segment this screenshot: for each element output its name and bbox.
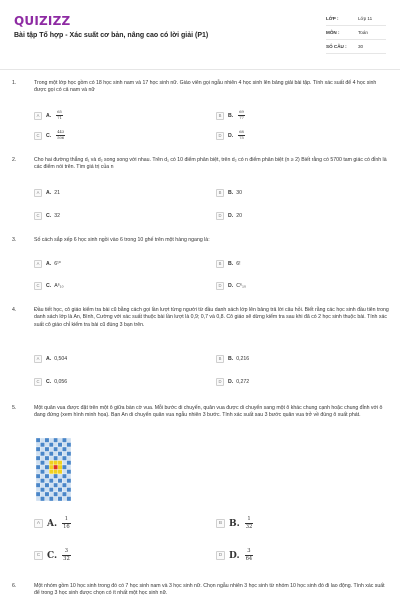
board-square xyxy=(58,474,62,479)
option-value: 0,504 xyxy=(54,355,68,362)
option-3c[interactable] xyxy=(34,279,64,292)
board-square xyxy=(45,483,49,488)
option-1a[interactable] xyxy=(34,109,63,122)
board-square xyxy=(36,461,40,466)
worksheet-title: Bài tập Tổ hợp - Xác suất cơ bản, nâng cao có lời giải (P1) xyxy=(14,32,209,39)
option-label: A. xyxy=(47,518,58,529)
board-square xyxy=(67,443,71,448)
option-4a[interactable] xyxy=(34,352,67,365)
board-square xyxy=(40,488,44,493)
meta-class-label: LỚP : xyxy=(326,16,339,21)
board-square xyxy=(58,488,62,493)
board-square xyxy=(62,452,66,457)
option-5b[interactable] xyxy=(216,517,253,530)
board-square xyxy=(45,497,49,502)
board-square xyxy=(49,497,53,502)
meta-subject-value: Toán xyxy=(358,30,368,35)
option-label: A. xyxy=(46,189,52,196)
board-square xyxy=(54,456,58,461)
question-number: 2. xyxy=(12,157,17,163)
board-square xyxy=(49,456,53,461)
option-label: B. xyxy=(228,189,234,196)
board-square xyxy=(45,443,49,448)
option-1c[interactable] xyxy=(34,129,65,142)
option-label: C. xyxy=(47,550,58,561)
board-square xyxy=(36,474,40,479)
board-square xyxy=(54,443,58,448)
board-square xyxy=(49,461,53,466)
option-letter-box: A xyxy=(34,260,42,268)
option-label: B. xyxy=(228,355,234,362)
option-letter-box: B xyxy=(216,189,224,197)
option-2a[interactable] xyxy=(34,186,60,199)
board-square xyxy=(40,497,44,502)
board-square xyxy=(49,479,53,484)
meta-class-value: Lớp 11 xyxy=(358,16,373,21)
board-square xyxy=(36,465,40,470)
board-square xyxy=(67,456,71,461)
question-text: Số cách sắp xếp 6 học sinh ngồi vào 6 trong 10 ghế trên một hàng ngang là: xyxy=(34,237,210,243)
board-square xyxy=(40,438,44,443)
worksheet-header xyxy=(0,0,400,66)
option-letter-box: C xyxy=(34,282,42,290)
option-letter-box: C xyxy=(34,551,43,560)
board-square xyxy=(36,443,40,448)
option-letter-box: A xyxy=(34,189,42,197)
board-square xyxy=(40,470,44,475)
king-square xyxy=(54,465,58,470)
option-letter-box: D xyxy=(216,551,225,560)
option-1b[interactable] xyxy=(216,109,245,122)
board-square xyxy=(49,488,53,493)
option-letter-box: A xyxy=(34,112,42,120)
option-value: 21 xyxy=(54,189,60,196)
option-label: D. xyxy=(228,212,234,219)
board-square xyxy=(62,492,66,497)
board-square xyxy=(40,456,44,461)
question-number: 1. xyxy=(12,80,17,86)
board-square xyxy=(40,465,44,470)
fraction: $\frac{65}{71}$ xyxy=(57,110,62,120)
option-3b[interactable] xyxy=(216,257,241,270)
board-square xyxy=(49,492,53,497)
board-square xyxy=(36,447,40,452)
board-square xyxy=(36,452,40,457)
board-square xyxy=(54,488,58,493)
option-letter-box: B xyxy=(216,112,224,120)
board-square xyxy=(49,447,53,452)
board-square xyxy=(54,470,58,475)
option-value: 32 xyxy=(54,212,60,219)
board-square xyxy=(40,447,44,452)
board-square xyxy=(45,447,49,452)
board-square xyxy=(67,474,71,479)
board-square xyxy=(45,492,49,497)
option-letter-box: C xyxy=(34,212,42,220)
option-label: A. xyxy=(46,260,52,267)
board-square xyxy=(36,488,40,493)
board-square xyxy=(36,470,40,475)
board-square xyxy=(58,465,62,470)
board-square xyxy=(54,461,58,466)
board-square xyxy=(40,479,44,484)
board-square xyxy=(67,497,71,502)
question-text: Một nhóm gồm 10 học sinh trong đó có 7 học sinh nam và 3 học sinh nữ. Chọn ngẫu nhiên 3 học sinh từ nhóm 10 học sinh đó đi lao động. Tính xác suất để trong 3 học sinh được chọn có ít nhất một học sinh nữ. xyxy=(34,583,385,597)
option-5d[interactable] xyxy=(216,549,253,562)
board-square xyxy=(45,452,49,457)
board-square xyxy=(54,497,58,502)
board-square xyxy=(62,483,66,488)
board-square xyxy=(40,483,44,488)
question-text: Một quân vua được đặt trên một ô giữa bàn cờ vua. Mỗi bước di chuyển, quân vua được di chuyển sang một ô khác chung cạnh hoặc chung đỉnh với ô đang đứng (xem hình minh họa). Bạn An di chuyển quân vua ngẫu nhiên 3 bước. Tính xác suất sau 3 bước quân vua trở về đúng ô xuất phát. xyxy=(34,405,383,419)
board-square xyxy=(67,483,71,488)
option-letter-box: B xyxy=(216,355,224,363)
board-square xyxy=(62,465,66,470)
board-square xyxy=(54,474,58,479)
board-square xyxy=(62,474,66,479)
board-square xyxy=(36,497,40,502)
option-value: 0,272 xyxy=(236,378,250,385)
board-square xyxy=(45,474,49,479)
board-square xyxy=(62,470,66,475)
option-value: 6¹⁰ xyxy=(54,260,61,267)
fraction: $\frac{68}{75}$ xyxy=(239,130,244,140)
option-letter-box: B xyxy=(216,519,225,528)
meta-class xyxy=(326,12,386,26)
option-letter-box: C xyxy=(34,132,42,140)
fraction: $\frac{69}{77}$ xyxy=(239,110,244,120)
board-square xyxy=(62,497,66,502)
option-letter-box: C xyxy=(34,378,42,386)
board-square xyxy=(67,470,71,475)
option-4c[interactable] xyxy=(34,375,67,388)
option-label: D. xyxy=(229,550,240,561)
board-square xyxy=(67,488,71,493)
board-square xyxy=(67,465,71,470)
board-square xyxy=(49,483,53,488)
quizizz-logo: QUIZIZZ xyxy=(14,14,71,28)
option-letter-box: D xyxy=(216,282,224,290)
option-letter-box: D xyxy=(216,132,224,140)
fraction: $\frac{1}{16}$ xyxy=(63,516,70,530)
board-square xyxy=(36,438,40,443)
board-square xyxy=(58,461,62,466)
board-square xyxy=(49,443,53,448)
board-square xyxy=(40,452,44,457)
option-value: 0,056 xyxy=(54,378,68,385)
option-value: 20 xyxy=(236,212,242,219)
board-square xyxy=(62,488,66,493)
board-square xyxy=(40,492,44,497)
board-square xyxy=(58,452,62,457)
board-square xyxy=(58,443,62,448)
board-square xyxy=(54,483,58,488)
board-square xyxy=(45,438,49,443)
option-value: 30 xyxy=(236,189,242,196)
board-square xyxy=(58,483,62,488)
board-square xyxy=(45,479,49,484)
board-square xyxy=(62,456,66,461)
question-number: 4. xyxy=(12,307,17,313)
option-value: C⁶₁₀ xyxy=(236,282,246,289)
option-value: 0,216 xyxy=(236,355,250,362)
option-label: B. xyxy=(228,260,234,267)
option-label: B. xyxy=(229,518,240,529)
option-3a[interactable] xyxy=(34,257,61,270)
board-square xyxy=(62,461,66,466)
board-square xyxy=(62,443,66,448)
board-square xyxy=(54,492,58,497)
board-square xyxy=(49,452,53,457)
board-square xyxy=(58,470,62,475)
option-letter-box: A xyxy=(34,355,42,363)
chessboard-illustration xyxy=(36,438,71,501)
board-square xyxy=(67,452,71,457)
option-3d[interactable] xyxy=(216,279,246,292)
meta-count-label: SỐ CÂU : xyxy=(326,44,347,49)
option-2b[interactable] xyxy=(216,186,242,199)
option-4d[interactable] xyxy=(216,375,249,388)
header-divider xyxy=(0,69,400,70)
fraction: $\frac{443}{506}$ xyxy=(57,130,65,140)
board-square xyxy=(45,456,49,461)
board-square xyxy=(67,438,71,443)
board-square xyxy=(62,438,66,443)
board-square xyxy=(62,479,66,484)
board-square xyxy=(54,479,58,484)
board-square xyxy=(49,470,53,475)
option-2c[interactable] xyxy=(34,209,60,222)
option-label: B. xyxy=(228,112,234,119)
board-square xyxy=(67,492,71,497)
board-square xyxy=(58,438,62,443)
board-square xyxy=(49,465,53,470)
meta-subject-label: MÔN : xyxy=(326,30,340,35)
fraction: $\frac{3}{64}$ xyxy=(245,548,253,562)
question-number: 6. xyxy=(12,583,17,589)
option-label: A. xyxy=(46,355,52,362)
board-square xyxy=(58,479,62,484)
option-label: D. xyxy=(228,282,234,289)
worksheet-meta xyxy=(326,12,386,54)
question-number: 5. xyxy=(12,405,17,411)
meta-subject xyxy=(326,26,386,40)
board-square xyxy=(58,456,62,461)
option-label: C. xyxy=(46,212,52,219)
question-number: 3. xyxy=(12,237,17,243)
option-label: D. xyxy=(228,132,234,139)
option-letter-box: D xyxy=(216,212,224,220)
meta-count-value: 30 xyxy=(358,44,364,49)
board-square xyxy=(36,492,40,497)
board-square xyxy=(45,470,49,475)
board-square xyxy=(67,447,71,452)
option-letter-box: A xyxy=(34,519,43,528)
board-square xyxy=(36,456,40,461)
question-text: Đầu tiết học, cô giáo kiểm tra bài cũ bằng cách gọi lần lượt từng người từ đầu danh sách lớp lên bảng trả lời câu hỏi. Biết rằng các học sinh đầu tiên trong danh sách lớp là An, Bình, Cường với xác suất thuộc bài lần lượt là 0,9; 0,7 và 0,8. Cô giáo sẽ dừng kiểm tra sau khi đã có 2 học sinh thuộc bài. Tính xác suất cô giáo chỉ kiểm tra bài cũ đúng 3 bạn trên. xyxy=(34,307,389,328)
board-square xyxy=(40,461,44,466)
board-square xyxy=(40,443,44,448)
board-square xyxy=(40,474,44,479)
option-letter-box: D xyxy=(216,378,224,386)
fraction: $\frac{3}{32}$ xyxy=(63,548,70,562)
board-square xyxy=(62,447,66,452)
option-label: D. xyxy=(228,378,234,385)
board-square xyxy=(36,479,40,484)
option-label: A. xyxy=(46,112,52,119)
board-square xyxy=(54,447,58,452)
board-square xyxy=(45,488,49,493)
option-2d[interactable] xyxy=(216,209,242,222)
option-letter-box: B xyxy=(216,260,224,268)
fraction: $\frac{1}{32}$ xyxy=(245,516,253,530)
board-square xyxy=(36,483,40,488)
option-5c[interactable] xyxy=(34,549,71,562)
board-square xyxy=(54,452,58,457)
option-label: C. xyxy=(46,282,52,289)
board-square xyxy=(67,461,71,466)
question-text: Trong một lớp học gồm có 18 học sinh nam và 17 học sinh nữ. Giáo viên gọi ngẫu nhiên 4 học sinh lên bảng giải bài tập. Tính xác suất để 4 học sinh được gọi có cả nam và nữ xyxy=(34,80,377,94)
board-square xyxy=(67,479,71,484)
board-square xyxy=(49,474,53,479)
question-text: Cho hai đường thẳng d₁ và d₂ song song với nhau. Trên d₁ có 10 điểm phân biệt, trên d₂ có n điểm phân biệt (n ≥ 2) Biết rằng có 5700 tam giác có đỉnh là các điểm nói trên. Tìm giá trị của n xyxy=(34,157,387,171)
option-4b[interactable] xyxy=(216,352,249,365)
board-square xyxy=(58,492,62,497)
option-label: C. xyxy=(46,132,52,139)
option-label: C. xyxy=(46,378,52,385)
meta-count xyxy=(326,40,386,54)
option-value: 6! xyxy=(236,260,241,267)
option-value: A⁶₁₀ xyxy=(54,282,64,289)
board-square xyxy=(49,438,53,443)
board-square xyxy=(45,461,49,466)
board-square xyxy=(45,465,49,470)
board-square xyxy=(58,447,62,452)
board-square xyxy=(54,438,58,443)
option-1d[interactable] xyxy=(216,129,245,142)
option-5a[interactable] xyxy=(34,517,71,530)
board-square xyxy=(58,497,62,502)
